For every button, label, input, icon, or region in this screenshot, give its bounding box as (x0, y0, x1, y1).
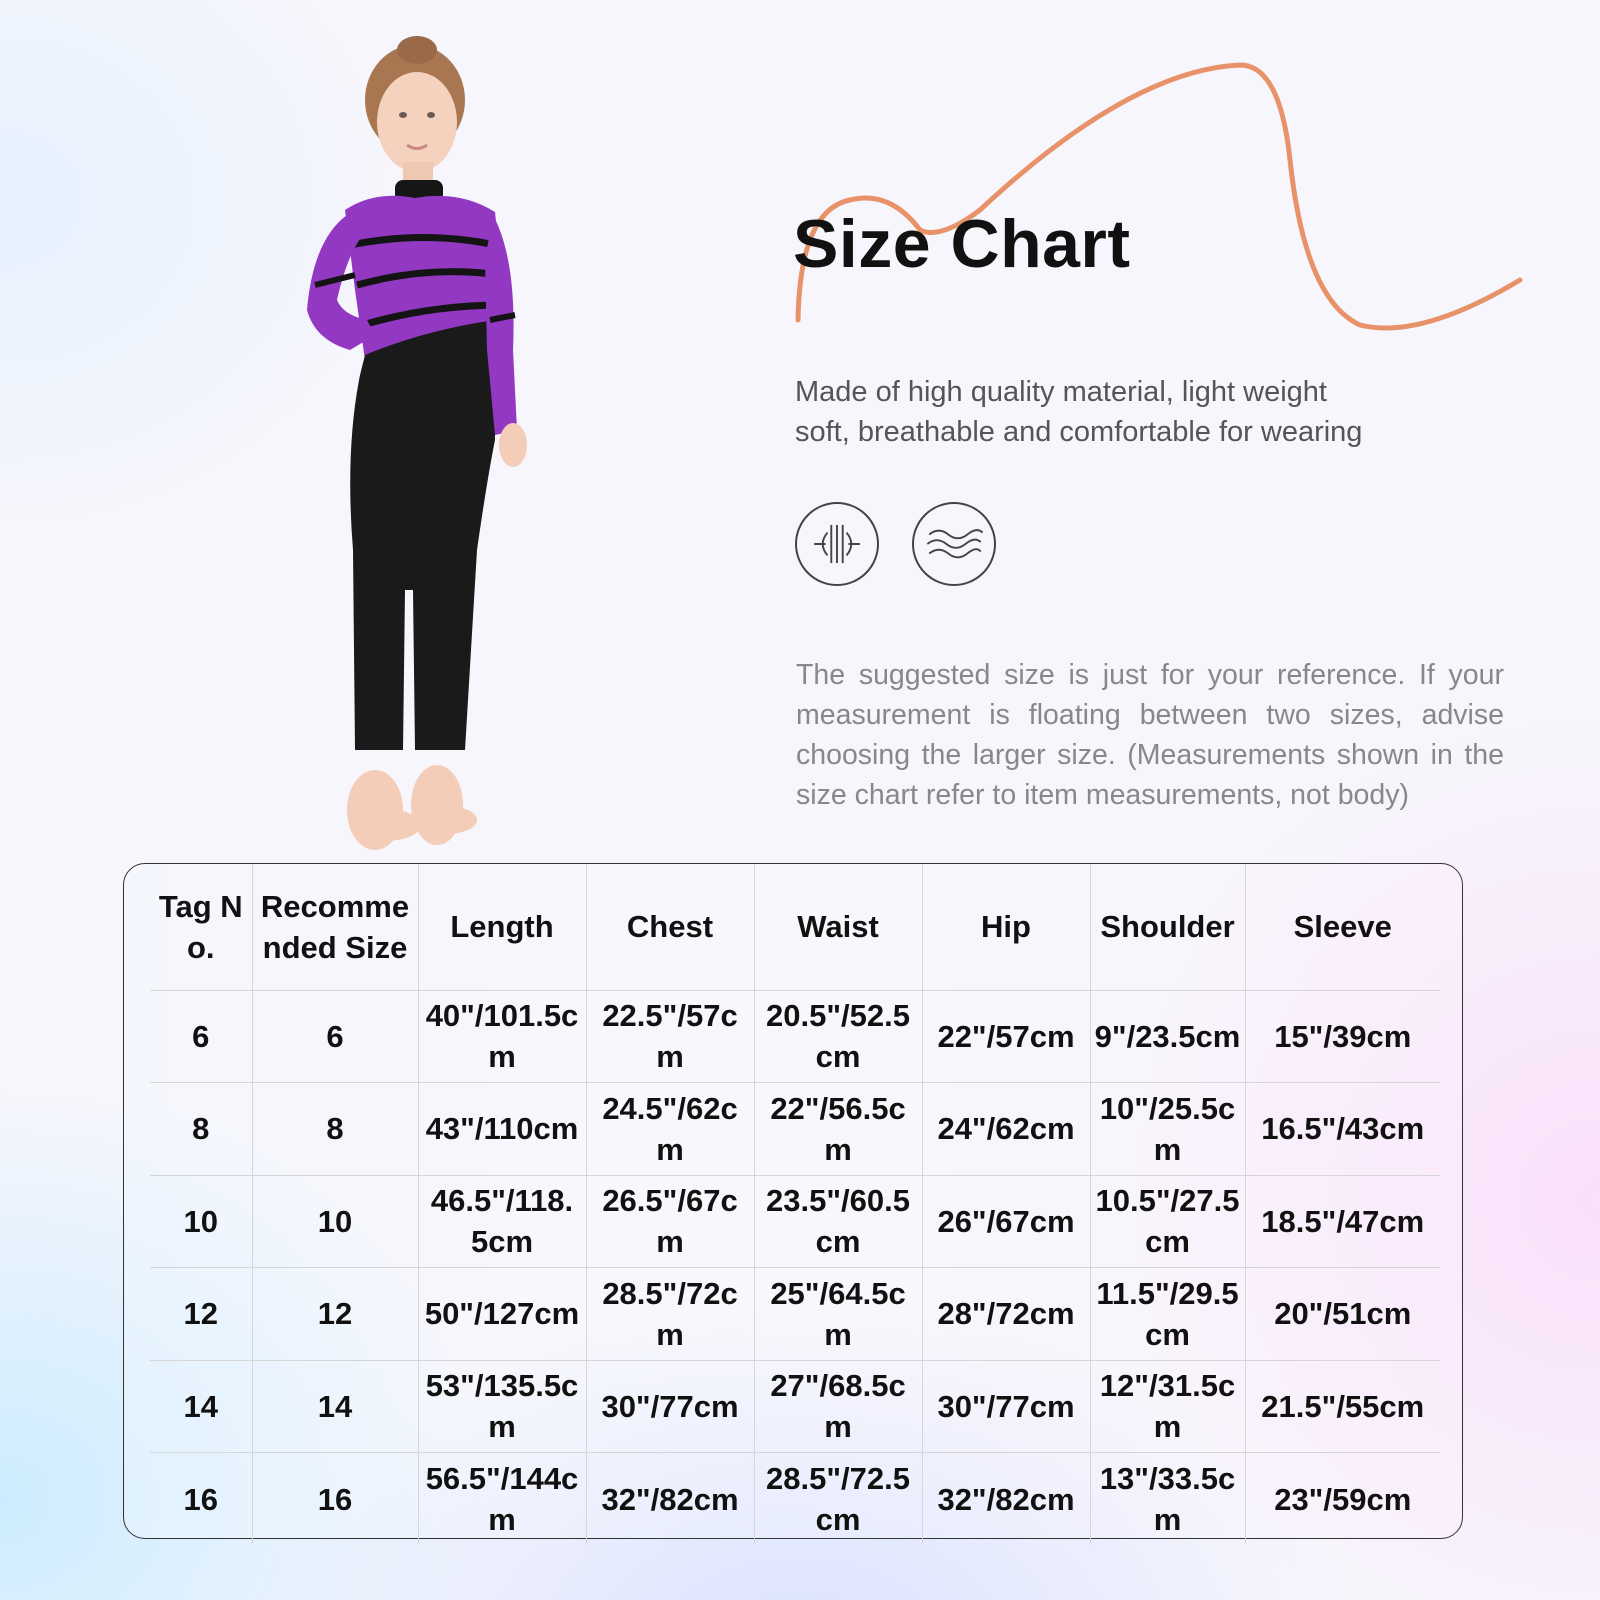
cell-recommended-size: 6 (252, 990, 418, 1083)
cell-shoulder: 9"/23.5cm (1090, 990, 1245, 1083)
cell-length: 53"/135.5cm (418, 1360, 586, 1453)
cell-hip: 32"/82cm (922, 1453, 1090, 1546)
cell-shoulder: 10"/25.5cm (1090, 1083, 1245, 1176)
cell-length: 50"/127cm (418, 1268, 586, 1361)
soft-wave-icon (912, 502, 996, 586)
cell-waist: 25"/64.5cm (754, 1268, 922, 1361)
cell-hip: 26"/67cm (922, 1175, 1090, 1268)
cell-tag-no: 8 (150, 1083, 252, 1176)
page-title: Size Chart (793, 206, 1131, 282)
product-model-image (255, 30, 585, 850)
cell-sleeve: 21.5"/55cm (1245, 1360, 1440, 1453)
cell-hip: 24"/62cm (922, 1083, 1090, 1176)
cell-sleeve: 23"/59cm (1245, 1453, 1440, 1546)
table-row (150, 1083, 1440, 1176)
header-shoulder: Shoulder (1090, 864, 1245, 990)
cell-hip: 28"/72cm (922, 1268, 1090, 1361)
cell-waist: 20.5"/52.5cm (754, 990, 922, 1083)
cell-shoulder: 13"/33.5cm (1090, 1453, 1245, 1546)
product-description (795, 372, 1435, 452)
cell-waist: 23.5"/60.5cm (754, 1175, 922, 1268)
table-row (150, 1175, 1440, 1268)
cell-sleeve: 20"/51cm (1245, 1268, 1440, 1361)
cell-tag-no: 6 (150, 990, 252, 1083)
breathable-fabric-icon (795, 502, 879, 586)
cell-tag-no: 10 (150, 1175, 252, 1268)
header-tag-no: Tag No. (158, 888, 243, 965)
table-row (150, 1360, 1440, 1453)
cell-waist: 27"/68.5cm (754, 1360, 922, 1453)
cell-waist: 22"/56.5cm (754, 1083, 922, 1176)
cell-chest: 30"/77cm (586, 1360, 754, 1453)
cell-shoulder: 10.5"/27.5cm (1090, 1175, 1245, 1268)
cell-waist: 28.5"/72.5cm (754, 1453, 922, 1546)
cell-hip: 22"/57cm (922, 990, 1090, 1083)
size-advice-note: The suggested size is just for your reference. If your measurement is floating between two sizes, advise choosing the larger size. (Measurements shown in the size chart refer to item measurements, not body) (796, 659, 1504, 811)
cell-hip: 30"/77cm (922, 1360, 1090, 1453)
header-chest: Chest (586, 864, 754, 990)
table-row (150, 990, 1440, 1083)
cell-recommended-size: 8 (252, 1083, 418, 1176)
cell-chest: 24.5"/62cm (586, 1083, 754, 1176)
cell-shoulder: 11.5"/29.5cm (1090, 1268, 1245, 1361)
header-sleeve: Sleeve (1245, 864, 1440, 990)
header-hip: Hip (922, 864, 1090, 990)
cell-recommended-size: 12 (252, 1268, 418, 1361)
cell-chest: 22.5"/57cm (586, 990, 754, 1083)
cell-chest: 28.5"/72cm (586, 1268, 754, 1361)
cell-length: 43"/110cm (418, 1083, 586, 1176)
cell-length: 46.5"/118.5cm (418, 1175, 586, 1268)
cell-length: 40"/101.5cm (418, 990, 586, 1083)
cell-sleeve: 18.5"/47cm (1245, 1175, 1440, 1268)
cell-recommended-size: 16 (252, 1453, 418, 1546)
cell-tag-no: 12 (150, 1268, 252, 1361)
header-waist: Waist (754, 864, 922, 990)
header-length: Length (418, 864, 586, 990)
cell-recommended-size: 10 (252, 1175, 418, 1268)
description-line: Made of high quality material, light weight (795, 376, 1327, 408)
cell-length: 56.5"/144cm (418, 1453, 586, 1546)
cell-tag-no: 16 (150, 1453, 252, 1546)
table-row (150, 1453, 1440, 1546)
table-row (150, 1268, 1440, 1361)
table-header-row (150, 864, 1440, 990)
cell-shoulder: 12"/31.5cm (1090, 1360, 1245, 1453)
cell-tag-no: 14 (150, 1360, 252, 1453)
cell-chest: 32"/82cm (586, 1453, 754, 1546)
cell-chest: 26.5"/67cm (586, 1175, 754, 1268)
description-line: soft, breathable and comfortable for wearing (795, 416, 1363, 448)
cell-sleeve: 16.5"/43cm (1245, 1083, 1440, 1176)
size-chart-table (123, 863, 1463, 1539)
header-recommended-size: Recommended Size (252, 864, 418, 990)
cell-sleeve: 15"/39cm (1245, 990, 1440, 1083)
decorative-wave (780, 40, 1530, 350)
cell-recommended-size: 14 (252, 1360, 418, 1453)
